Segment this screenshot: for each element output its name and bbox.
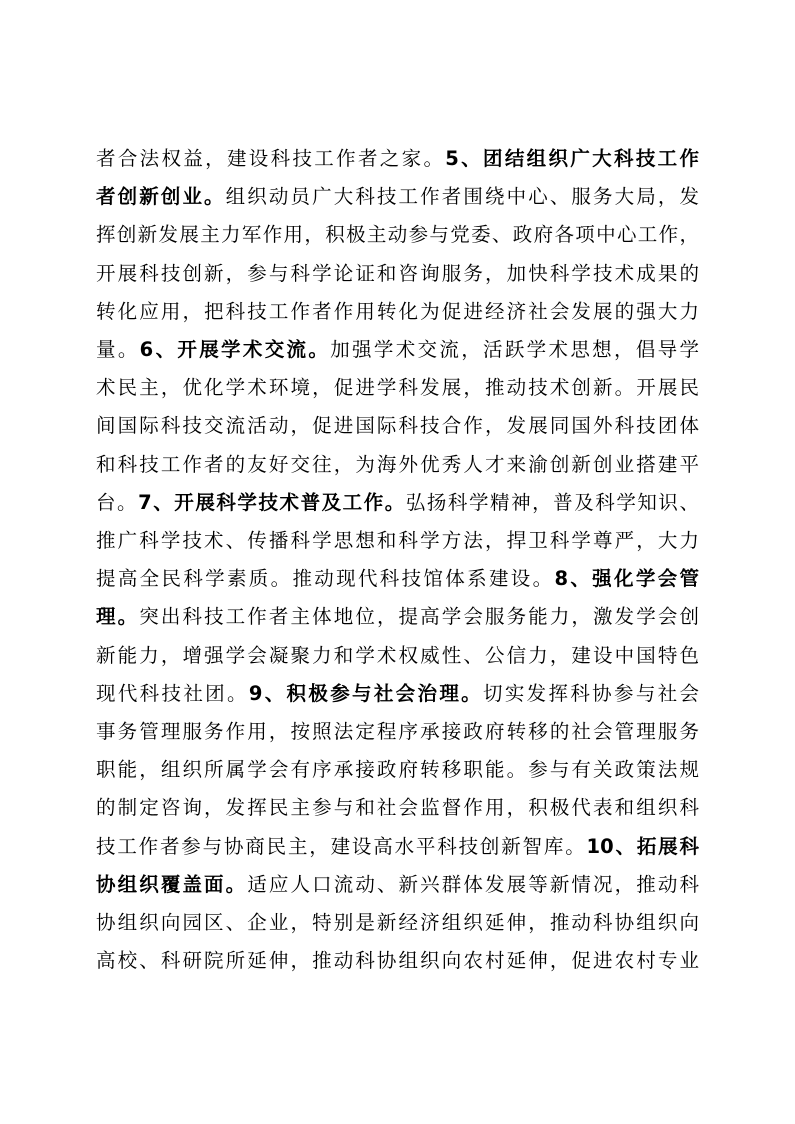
bold-heading-run: 8、强化学会管	[554, 567, 699, 591]
text-line	[96, 221, 699, 249]
text-run: 高校、科研院所延伸，推动科协组织向农村延伸，促进农村专业	[96, 949, 699, 973]
text-line	[96, 145, 699, 173]
text-line	[96, 336, 699, 364]
bold-heading-run: 者创新创业。	[96, 185, 226, 209]
text-run: 新能力，增强学会凝聚力和学术权威性、公信力，建设中国特色	[96, 643, 699, 667]
text-line	[96, 909, 699, 937]
text-line	[96, 183, 699, 211]
text-run: 转化应用，把科技工作者作用转化为促进经济社会发展的强大力	[96, 299, 699, 323]
text-run: 者合法权益，建设科技工作者之家。	[96, 147, 446, 170]
text-line	[96, 642, 699, 670]
text-line	[96, 947, 699, 975]
text-line	[96, 451, 699, 479]
text-run: 台。	[96, 490, 139, 514]
text-run: 开展科技创新，参与科学论证和咨询服务，加快科学技术成果的	[96, 261, 699, 285]
text-line	[96, 794, 699, 822]
text-line	[96, 298, 699, 326]
text-line	[96, 260, 699, 288]
text-run: 技工作者参与协商民主，建设高水平科技创新智库。	[96, 834, 587, 858]
text-run: 突出科技工作者主体地位，提高学会服务能力，激发学会创	[139, 605, 699, 629]
text-run: 加强学术交流，活跃学术思想，倡导学	[330, 338, 699, 361]
text-line	[96, 489, 699, 517]
text-run: 切实发挥科协参与社会	[483, 681, 699, 705]
text-line	[96, 833, 699, 861]
bold-heading-run: 5、团结组织广大科技工作	[445, 147, 699, 170]
text-line	[96, 603, 699, 631]
text-line	[96, 374, 699, 402]
text-run: 量。	[96, 338, 140, 361]
bold-heading-run: 9、积极参与社会治理。	[248, 681, 484, 705]
text-run: 间国际科技交流活动，促进国际科技合作，发展同国外科技团体	[96, 414, 699, 438]
text-line	[96, 871, 699, 899]
text-run: 挥创新发展主力军作用，积极主动参与党委、政府各项中心工作，	[96, 223, 699, 247]
text-run: 事务管理服务作用，按照法定程序承接政府转移的社会管理服务	[96, 720, 699, 743]
text-run: 推广科学技术、传播科学思想和科学方法，捍卫科学尊严，大力	[96, 529, 699, 552]
text-line	[96, 680, 699, 708]
text-run: 术民主，优化学术环境，促进学科发展，推动技术创新。开展民	[96, 376, 699, 400]
text-line	[96, 412, 699, 440]
text-line	[96, 565, 699, 593]
bold-heading-run: 协组织覆盖面。	[96, 872, 248, 896]
text-line	[96, 756, 699, 784]
bold-heading-run: 6、开展学术交流。	[139, 338, 331, 361]
text-line	[96, 718, 699, 746]
text-run: 组织动员广大科技工作者围绕中心、服务大局，发	[225, 185, 699, 209]
bold-heading-run: 10、拓展科	[586, 834, 699, 858]
bold-heading-run: 7、开展科学技术普及工作。	[138, 490, 406, 514]
text-run: 和科技工作者的友好交往，为海外优秀人才来渝创新创业搭建平	[96, 452, 699, 476]
bold-heading-run: 理。	[96, 605, 140, 629]
text-run: 的制定咨询，发挥民主参与和社会监督作用，积极代表和组织科	[96, 796, 699, 820]
text-run: 提高全民科学素质。推动现代科技馆体系建设。	[96, 567, 555, 591]
text-run: 现代科技社团。	[96, 681, 249, 705]
text-run: 职能，组织所属学会有序承接政府转移职能。参与有关政策法规	[96, 758, 699, 782]
text-run: 协组织向园区、企业，特别是新经济组织延伸，推动科协组织向	[96, 911, 699, 934]
text-run: 弘扬科学精神，普及科学知识、	[405, 490, 699, 514]
text-line	[96, 527, 699, 555]
text-run: 适应人口流动、新兴群体发展等新情况，推动科	[247, 872, 699, 896]
